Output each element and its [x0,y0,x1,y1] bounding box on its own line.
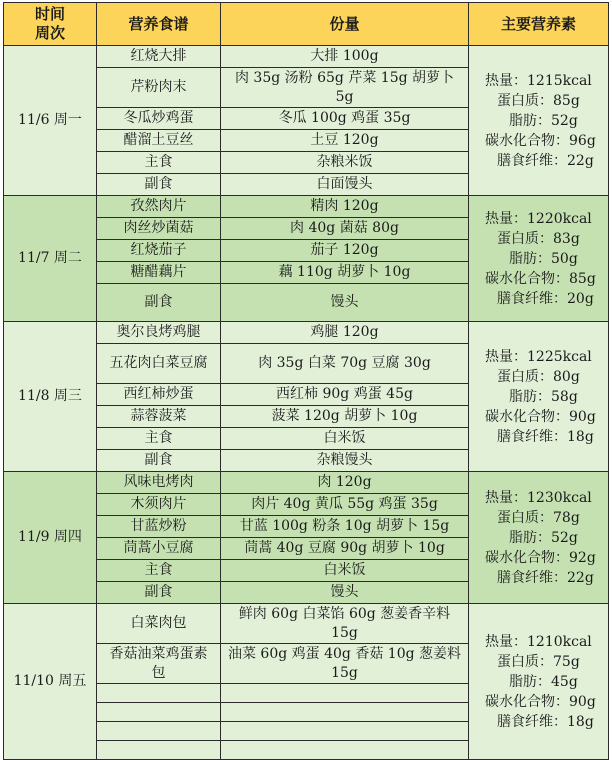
portion-cell: 肉 120g [221,472,469,494]
nutrient-line: 碳水化合物：92g [485,549,596,566]
dish-cell: 风味电烤肉 [97,472,221,494]
nutrient-line: 脂肪：52g [509,112,578,129]
header-nutrients: 主要营养素 [469,3,609,46]
portion-cell [221,703,469,722]
nutrient-line: 热量：1225kcal [485,348,592,365]
portion-cell [221,722,469,741]
dish-cell: 芹粉肉末 [97,68,221,108]
portion-cell: 精肉 120g [221,196,469,218]
portion-cell: 菠菜 120g 胡萝卜 10g [221,406,469,428]
portion-cell: 西红柿 90g 鸡蛋 45g [221,384,469,406]
portion-cell [221,741,469,760]
nutrient-line: 脂肪：50g [509,250,578,267]
nutrient-line: 碳水化合物：96g [485,132,596,149]
portion-cell: 鸡腿 120g [221,322,469,344]
dish-cell: 主食 [97,152,221,174]
date-cell: 11/8 周三 [4,322,97,472]
nutrient-line: 膳食纤维：22g [497,152,594,169]
portion-cell: 冬瓜 100g 鸡蛋 35g [221,108,469,130]
nutrient-line: 蛋白质：80g [497,368,580,385]
nutrient-line: 热量：1220kcal [485,210,592,227]
portion-cell: 杂粮馒头 [221,450,469,472]
portion-cell: 甘蓝 100g 粉条 10g 胡萝卜 15g [221,516,469,538]
portion-cell: 藕 110g 胡萝卜 10g [221,262,469,284]
header-time [4,3,97,46]
portion-cell: 肉片 40g 黄瓜 55g 鸡蛋 35g [221,494,469,516]
portion-cell: 油菜 60g 鸡蛋 40g 香菇 10g 葱姜料 15g [221,644,469,684]
dish-cell: 肉丝炒菌菇 [97,218,221,240]
dish-cell: 甘蓝炒粉 [97,516,221,538]
dish-cell: 副食 [97,284,221,322]
nutrient-line: 膳食纤维：18g [497,713,594,730]
nutrient-line: 蛋白质：78g [497,509,580,526]
menu-table [3,2,609,760]
dish-cell: 五花肉白菜豆腐 [97,344,221,384]
nutrient-line: 热量：1215kcal [485,72,592,89]
dish-cell: 孜然肉片 [97,196,221,218]
date-cell: 11/7 周二 [4,196,97,322]
portion-cell: 肉 35g 白菜 70g 豆腐 30g [221,344,469,384]
dish-cell: 茼蒿小豆腐 [97,538,221,560]
nutrients-cell [469,322,609,472]
dish-cell: 副食 [97,582,221,604]
nutrient-line: 膳食纤维：18g [497,428,594,445]
portion-cell: 大排 100g [221,46,469,68]
nutrient-line: 脂肪：45g [509,673,578,690]
portion-cell: 白米饭 [221,428,469,450]
header-dish: 营养食谱 [97,3,221,46]
dish-cell: 蒜蓉菠菜 [97,406,221,428]
date-cell: 11/6 周一 [4,46,97,196]
nutrients-cell [469,196,609,322]
dish-cell: 副食 [97,450,221,472]
dish-cell: 木须肉片 [97,494,221,516]
portion-cell [221,684,469,703]
portion-cell: 鲜肉 60g 白菜馅 60g 葱姜香辛料 15g [221,604,469,644]
portion-cell: 肉 35g 汤粉 65g 芹菜 15g 胡萝卜 5g [221,68,469,108]
dish-cell: 香菇油菜鸡蛋素包 [97,644,221,684]
portion-cell: 白米饭 [221,560,469,582]
nutrient-line: 蛋白质：75g [497,653,580,670]
dish-cell: 西红柿炒蛋 [97,384,221,406]
portion-cell: 茼蒿 40g 豆腐 90g 胡萝卜 10g [221,538,469,560]
nutrient-line: 膳食纤维：20g [497,290,594,307]
date-cell: 11/10 周五 [4,604,97,760]
dish-cell [97,722,221,741]
dish-cell: 红烧茄子 [97,240,221,262]
nutrient-line: 热量：1230kcal [485,489,592,506]
dish-cell: 醋溜土豆丝 [97,130,221,152]
date-cell: 11/9 周四 [4,472,97,604]
portion-cell: 肉 40g 菌菇 80g [221,218,469,240]
nutrients-cell [469,472,609,604]
nutrients-cell [469,604,609,760]
dish-cell: 红烧大排 [97,46,221,68]
dish-cell: 奥尔良烤鸡腿 [97,322,221,344]
dish-cell: 副食 [97,174,221,196]
portion-cell: 杂粮米饭 [221,152,469,174]
dish-cell [97,703,221,722]
nutrient-line: 膳食纤维：22g [497,569,594,586]
portion-cell: 土豆 120g [221,130,469,152]
dish-cell: 主食 [97,428,221,450]
dish-cell [97,684,221,703]
header-time-line2: 周次 [34,24,65,42]
dish-cell: 糖醋藕片 [97,262,221,284]
portion-cell: 白面馒头 [221,174,469,196]
portion-cell: 馒头 [221,284,469,322]
dish-cell: 白菜肉包 [97,604,221,644]
portion-cell: 馒头 [221,582,469,604]
nutrients-cell [469,46,609,196]
nutrient-line: 热量：1210kcal [485,633,592,650]
header-time-line1: 时间 [34,5,65,23]
nutrient-line: 脂肪：58g [509,388,578,405]
dish-cell: 主食 [97,560,221,582]
nutrient-line: 碳水化合物：85g [485,270,596,287]
header-portion: 份量 [221,3,469,46]
portion-cell: 茄子 120g [221,240,469,262]
dish-cell: 冬瓜炒鸡蛋 [97,108,221,130]
dish-cell [97,741,221,760]
nutrient-line: 蛋白质：85g [497,92,580,109]
nutrient-line: 碳水化合物：90g [485,408,596,425]
nutrient-line: 蛋白质：83g [497,230,580,247]
nutrient-line: 碳水化合物：90g [485,693,596,710]
nutrient-line: 脂肪：52g [509,529,578,546]
